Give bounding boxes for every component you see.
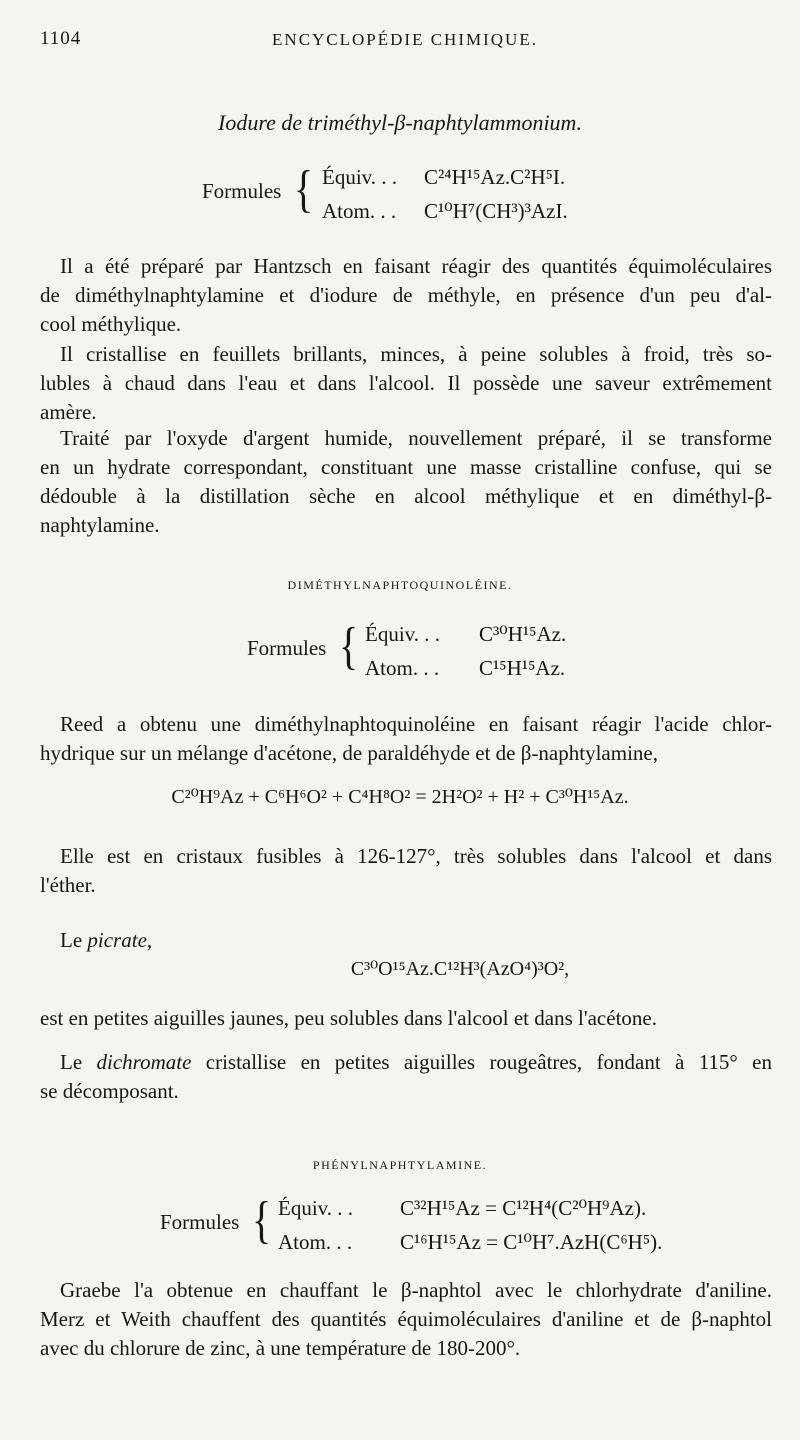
formula-equiv-value: C²⁴H¹⁵Az.C²H⁵I. bbox=[424, 165, 566, 189]
formula-atom-value: C¹⁰H⁷(CH³)³AzI. bbox=[424, 199, 568, 223]
text-line: dédouble à la distillation sèche en alcool méthylique et en diméthyl-β- bbox=[40, 484, 772, 508]
text-line: est en petites aiguilles jaunes, peu solubles dans l'alcool et dans l'acétone. bbox=[40, 1006, 657, 1030]
formula-block-1 bbox=[202, 159, 622, 235]
brace-icon: { bbox=[252, 1190, 272, 1249]
text-line: Il cristallise en feuillets brillants, minces, à peine solubles à froid, très so- bbox=[60, 342, 772, 366]
text-line: Graebe l'a obtenue en chauffant le β-naphtol avec le chlorhydrate d'aniline. bbox=[60, 1278, 772, 1302]
formula-equiv-key: Équiv. . . bbox=[278, 1196, 354, 1220]
brace-icon: { bbox=[294, 159, 314, 218]
text-line: amère. bbox=[40, 400, 97, 424]
formula-atom-value: C¹⁵H¹⁵Az. bbox=[479, 656, 566, 680]
page-number: 1104 bbox=[40, 28, 82, 49]
paragraph-cristaux bbox=[40, 842, 772, 900]
paragraph-dichromate bbox=[40, 1048, 772, 1106]
text-line: en un hydrate correspondant, constituant une masse cristalline confuse, qui se bbox=[40, 455, 772, 479]
picrate-formula: C³⁰O¹⁵Az.C¹²H³(AzO⁴)³O², bbox=[350, 958, 570, 980]
text-line: Reed a obtenu une diméthylnaphtoquinoléine en faisant réagir l'acide chlor- bbox=[60, 712, 772, 736]
dichromate-word: dichromate bbox=[96, 1050, 192, 1074]
page-header bbox=[40, 28, 770, 60]
formula-atom-key: Atom. . . bbox=[322, 199, 397, 223]
section-heading-dimethylnaphtoquinoleine: DIMÉTHYLNAPHTOQUINOLÉINE. bbox=[287, 578, 513, 592]
text-line: l'éther. bbox=[40, 873, 96, 897]
text-line: Elle est en cristaux fusibles à 126-127°, très solubles dans l'alcool et dans bbox=[60, 844, 772, 868]
formula-atom-key: Atom. . . bbox=[365, 656, 440, 680]
formula-atom-key: Atom. . . bbox=[278, 1230, 353, 1254]
reaction-equation: C²⁰H⁹Az + C⁶H⁶O² + C⁴H⁸O² = 2H²O² + H² + C³⁰H¹⁵Az. bbox=[171, 786, 629, 808]
dichromate-rest: cristallise en petites aiguilles rougeâtres, fondant à 115° en bbox=[205, 1050, 772, 1074]
section-heading-phenylnaphtylamine: PHÉNYLNAPHTYLAMINE. bbox=[312, 1158, 488, 1172]
text-line: naphtylamine. bbox=[40, 513, 160, 537]
paragraph-cristallise bbox=[40, 340, 772, 427]
formula-equiv-value: C³²H¹⁵Az = C¹²H⁴(C²⁰H⁹Az). bbox=[400, 1196, 647, 1220]
text-line: se décomposant. bbox=[40, 1079, 179, 1103]
paragraph-oxyde bbox=[40, 424, 772, 540]
text-line bbox=[40, 926, 772, 955]
text-line: Il a été préparé par Hantzsch en faisant réagir des quantités équimoléculaires bbox=[60, 254, 772, 278]
formula-block-2 bbox=[247, 616, 627, 692]
formula-equiv-value: C³⁰H¹⁵Az. bbox=[479, 622, 567, 646]
brace-icon: { bbox=[339, 616, 359, 675]
text-line: lubles à chaud dans l'eau et dans l'alcool. Il possède une saveur extrêmement bbox=[40, 371, 772, 395]
text-line bbox=[40, 1048, 772, 1077]
paragraph-picrate bbox=[40, 1004, 772, 1033]
text-line: hydrique sur un mélange d'acétone, de paraldéhyde et de β-naphtylamine, bbox=[40, 741, 658, 765]
text-line: cool méthylique. bbox=[40, 312, 182, 336]
picrate-label-line bbox=[40, 926, 772, 955]
running-title: ENCYCLOPÉDIE CHIMIQUE. bbox=[272, 30, 538, 49]
paragraph-preparation bbox=[40, 252, 772, 339]
formula-label: Formules bbox=[247, 636, 327, 660]
picrate-intro: Le bbox=[60, 928, 83, 952]
formula-equiv-key: Équiv. . . bbox=[365, 622, 441, 646]
paragraph-reed bbox=[40, 710, 772, 768]
section-title-iodure: Iodure de triméthyl-β-naphtylammonium. bbox=[218, 110, 582, 135]
text-line: de diméthylnaphtylamine et d'iodure de méthyle, en présence d'un peu d'al- bbox=[40, 283, 772, 307]
dichromate-intro: Le bbox=[60, 1050, 83, 1074]
formula-equiv-key: Équiv. . . bbox=[322, 165, 398, 189]
text-line: avec du chlorure de zinc, à une température de 180-200°. bbox=[40, 1336, 521, 1360]
text-line: Traité par l'oxyde d'argent humide, nouvellement préparé, il se transforme bbox=[60, 426, 772, 450]
formula-label: Formules bbox=[202, 179, 282, 203]
picrate-word: picrate, bbox=[87, 928, 153, 952]
formula-atom-value: C¹⁶H¹⁵Az = C¹⁰H⁷.AzH(C⁶H⁵). bbox=[400, 1230, 663, 1254]
formula-block-3 bbox=[160, 1190, 720, 1266]
text-line: Merz et Weith chauffent des quantités équimoléculaires d'aniline et de β-naphtol bbox=[40, 1307, 772, 1331]
formula-label: Formules bbox=[160, 1210, 240, 1234]
paragraph-graebe bbox=[40, 1276, 772, 1363]
